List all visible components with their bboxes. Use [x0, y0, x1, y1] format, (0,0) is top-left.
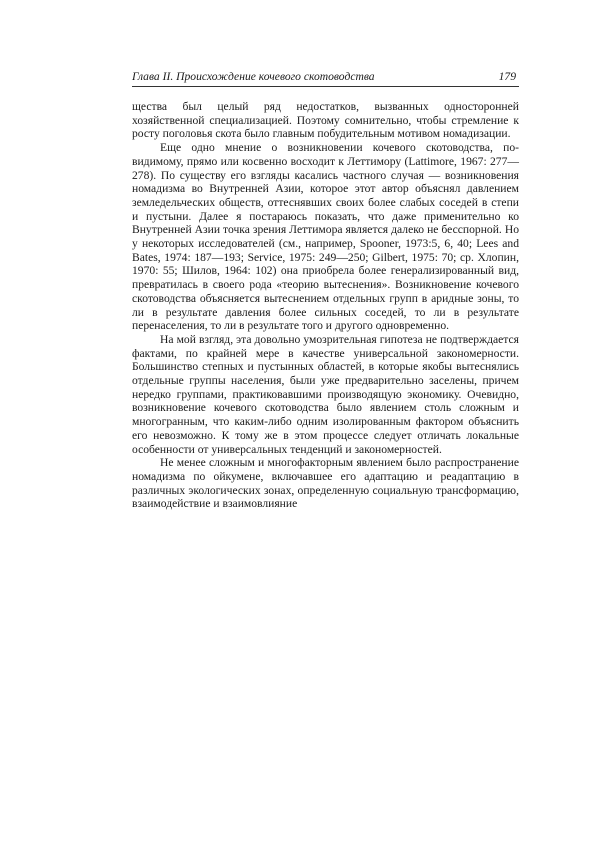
chapter-title: Глава II. Происхождение кочевого скотоводства [132, 70, 375, 83]
main-text [132, 100, 519, 511]
paragraph-2: Еще одно мнение о возникновении кочевого скотоводства, по-видимому, прямо или косвенно восходит к Леттимору (Lattimore, 1967: 277—278). По существу его взгляды касались частного случая — возникновения номадизма во Внутренней Азии, которое этот автор объяснял давлением земледельческих обществ, оттеснявших своих более слабых соседей в степи и пустыни. Далее я постараюсь показать, что даже применительно ко Внутренней Азии точка зрения Леттимора является далеко не бесспорной. Но у некоторых исследователей (см., например, Spooner, 1973:5, 6, 40; Lees and Bates, 1974: 187—193; Service, 1975: 249—250; Gilbert, 1975: 70; ср. Хлопин, 1970: 55; Шилов, 1964: 102) она приобрела более генерализированный вид, превратилась в своего рода «теорию вытеснения». Возникновение кочевого скотоводства объясняется вытеснением отдельных групп в аридные зоны, то ли в результате давления более сильных соседей, то ли в результате перенаселения, то ли в результате того и другого одновременно. [132, 141, 519, 333]
page-number: 179 [498, 70, 516, 83]
paragraph-1: щества был целый ряд недостатков, вызванных односторонней хозяйственной специализацией. Поэтому сомнительно, чтобы стремление к росту поголовья скота было главным побудительным мотивом номадизации. [132, 100, 519, 141]
paragraph-4: Не менее сложным и многофакторным явлением было распространение номадизма по ойкумене, включавшее его адаптацию и реадаптацию в различных экологических зонах, определенную социальную трансформацию, взаимодействие и взаимовлияние [132, 456, 519, 511]
running-header [132, 70, 519, 87]
paragraph-3: На мой взгляд, эта довольно умозрительная гипотеза не подтверждается фактами, по крайней мере в качестве универсальной закономерности. Большинство степных и пустынных областей, в которые якобы вытеснялись отдельные группы населения, были уже предварительно заселены, причем нередко группами, практиковавшими производящую экономику. Очевидно, возникновение кочевого скотоводства было явлением столь сложным и многогранным, что каким-либо одним изолированным фактором объяснить его невозможно. К тому же в этом процессе следует отличать локальные особенности от универсальных тенденций и закономерностей. [132, 332, 519, 456]
